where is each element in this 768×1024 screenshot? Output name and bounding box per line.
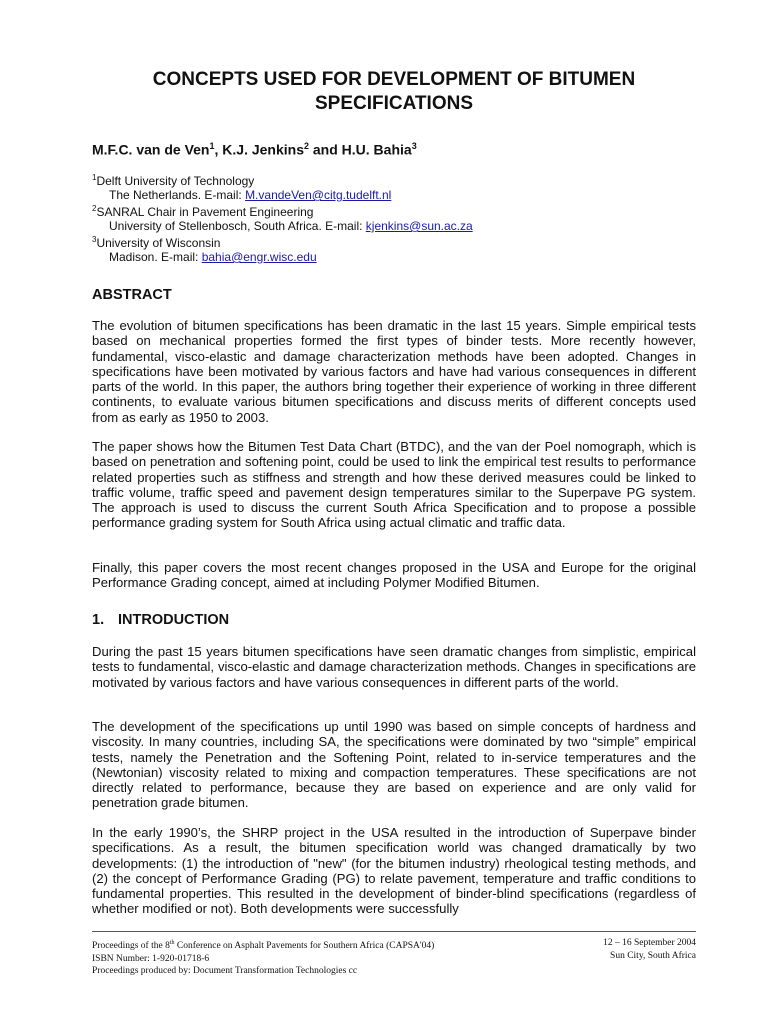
affiliation-label: SANRAL Chair in Pavement Engineering — [96, 205, 314, 219]
affiliation-detail-text: The Netherlands. E-mail: — [109, 188, 246, 202]
affiliation-name — [92, 202, 473, 219]
section-heading-introduction — [92, 612, 229, 628]
footer-date: 12 – 16 September 2004 — [603, 938, 696, 948]
footer-text: Proceedings of the 8 — [92, 941, 170, 952]
abstract-heading: ABSTRACT — [92, 287, 172, 303]
affiliation-name — [92, 171, 473, 188]
section-title: INTRODUCTION — [118, 612, 230, 628]
footer-right — [603, 937, 696, 962]
email-link[interactable]: kjenkins@sun.ac.za — [365, 219, 473, 233]
author-affiliation-mark: 1 — [209, 141, 215, 151]
section-number: 1. — [92, 612, 105, 628]
affiliation-detail-text: University of Stellenbosch, South Africa. E-mail: — [109, 219, 366, 233]
affiliation-mark: 2 — [92, 204, 97, 213]
affiliation-detail — [92, 188, 473, 202]
footer-divider — [92, 931, 696, 932]
affiliation-name — [92, 233, 473, 250]
author-list — [92, 141, 417, 158]
abstract-paragraph: Finally, this paper covers the most recent changes proposed in the USA and Europe for the original Performance Grading concept, aimed at including Polymer Modified Bitumen. — [92, 560, 696, 591]
author-affiliation-mark: 3 — [411, 141, 417, 151]
email-link[interactable]: M.vandeVen@citg.tudelft.nl — [245, 188, 392, 202]
affiliation-mark: 3 — [92, 235, 97, 244]
affiliation-mark: 1 — [92, 173, 97, 182]
footer-location: Sun City, South Africa — [610, 950, 696, 961]
author-name: M.F.C. van de Ven — [92, 141, 210, 158]
author-affiliation-mark: 2 — [303, 141, 309, 151]
footer-producer: Proceedings produced by: Document Transformation Technologies cc — [92, 966, 358, 977]
affiliation-detail-text: Madison. E-mail: — [109, 250, 202, 264]
footer-ordinal: th — [169, 940, 175, 946]
intro-paragraph: In the early 1990’s, the SHRP project in the USA resulted in the introduction of Superpave binder specifications. As a result, the bitumen specification world was changed dramatically by two developments: (1) the introduction of "new" (for the bitumen industry) rheological testing methods, and (2) the concept of Performance Grading (PG) to relate pavement, temperature and traffic conditions to fundamental properties. This resulted in the development of binder-blind specifications (regardless of whether modified or not). Both developments were successfully — [92, 825, 696, 917]
footer-isbn: ISBN Number: 1-920-01718-6 — [92, 953, 210, 964]
author-name: H.U. Bahia — [341, 141, 412, 158]
footer-text: Conference on Asphalt Pavements for Southern Africa (CAPSA'04) — [174, 941, 435, 952]
footer-proceedings — [92, 937, 434, 953]
intro-paragraph: During the past 15 years bitumen specifications have seen dramatic changes from simplistic, empirical tests to fundamental, visco-elastic and damage characterization methods. Changes in specifications are motivated by various factors and have various consequences in different parts of the world. — [92, 644, 696, 690]
affiliation-label: Delft University of Technology — [96, 174, 255, 188]
abstract-paragraph: The paper shows how the Bitumen Test Data Chart (BTDC), and the van der Poel nomograph, which is based on penetration and softening point, could be used to link the empirical test results to performance related properties such as stiffness and strength and how these derived measures could be linked to traffic volume, traffic speed and pavement design temperatures similar to the Superpave PG system. The approach is used to discuss the current South Africa Specification and to propose a possible performance grading system for South Africa using actual climatic and traffic data. — [92, 439, 696, 531]
footer-left — [92, 937, 434, 978]
intro-paragraph: The development of the specifications up until 1990 was based on simple concepts of hardness and viscosity. In many countries, including SA, the specifications were dominated by two “simple” empirical tests, namely the Penetration and the Softening Point, related to in-service temperatures and the (Newtonian) viscosity related to mixing and compaction temperatures. These specifications are not directly related to performance, because they are based on experience and are only valid for penetration grade bitumen. — [92, 719, 696, 811]
author-separator: and — [309, 141, 342, 158]
author-separator: , — [214, 141, 223, 158]
affiliation-label: University of Wisconsin — [96, 236, 221, 250]
abstract-paragraph: The evolution of bitumen specifications has been dramatic in the last 15 years. Simple empirical tests based on mechanical properties formed the first types of binder tests. More recently however, fundamental, visco-elastic and damage characterization methods have been adopted. Changes in specifications have been motivated by various factors and have had various consequences in different parts of the world. In this paper, the authors bring together their experience of working in three different continents, to evaluate various bitumen specifications and discuss merits of different concepts used from as early as 1950 to 2003. — [92, 318, 696, 425]
author-name: K.J. Jenkins — [222, 141, 304, 158]
affiliation-detail — [92, 219, 473, 233]
email-link[interactable]: bahia@engr.wisc.edu — [201, 250, 317, 264]
title-line-1: CONCEPTS USED FOR DEVELOPMENT OF BITUMEN — [152, 69, 636, 90]
affiliations — [92, 171, 473, 264]
paper-title — [92, 68, 696, 116]
title-line-2: SPECIFICATIONS — [315, 93, 473, 114]
affiliation-detail — [92, 250, 473, 264]
